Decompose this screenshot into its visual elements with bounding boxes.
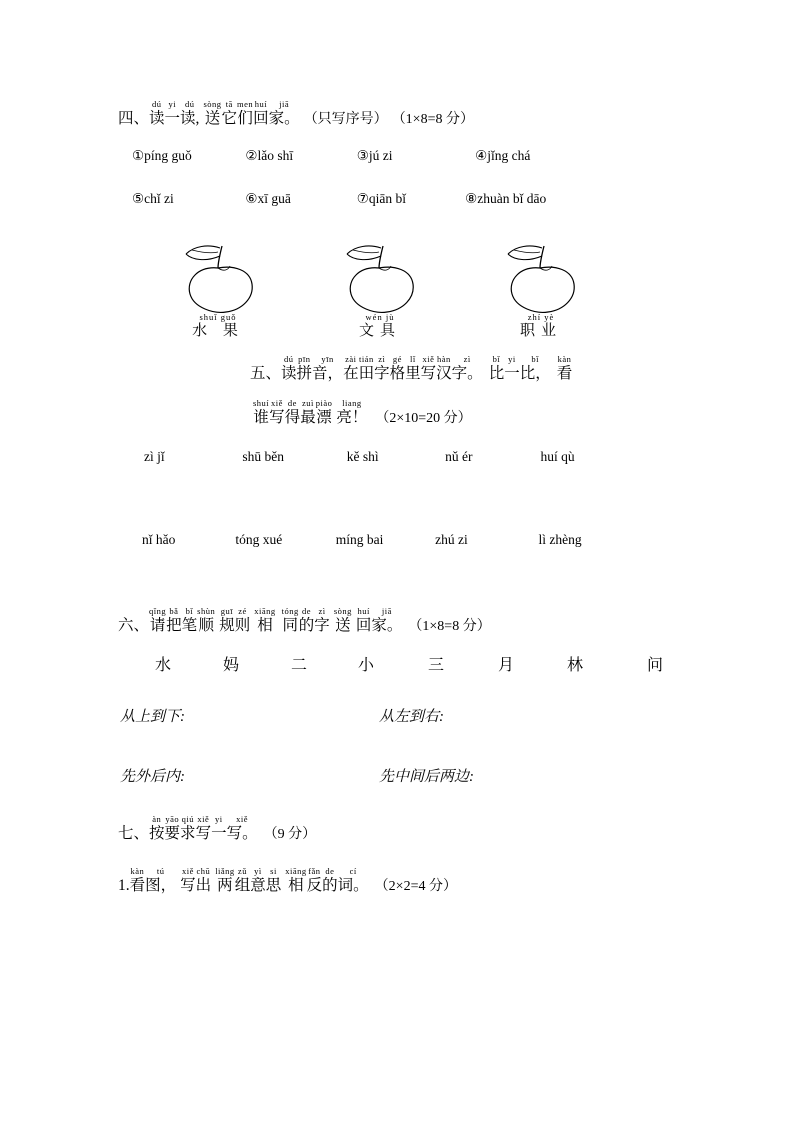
ruby-group: huí 回 bbox=[355, 606, 372, 634]
ruby-group: de 的 bbox=[322, 866, 338, 894]
ruby-group: tú 图， bbox=[145, 866, 177, 894]
syllable-item: tóng xué bbox=[235, 532, 283, 547]
section-5-heading-line-2 bbox=[253, 399, 472, 427]
syllable-item: shū běn bbox=[242, 449, 284, 464]
ruby-group: zì 字 bbox=[374, 354, 390, 382]
ruby-group: zé 则 bbox=[234, 606, 251, 634]
word-item: ⑥xī guā bbox=[245, 191, 291, 206]
caption-pinyin: wén jù bbox=[365, 312, 395, 322]
ruby-group: zuì 最 bbox=[300, 398, 316, 426]
ruby-group: sòng 送 bbox=[333, 606, 352, 634]
apple-illustration-3 bbox=[494, 232, 594, 322]
apple-icon bbox=[172, 232, 272, 317]
apple-icon bbox=[494, 232, 594, 317]
ruby-group: yi 一 bbox=[211, 814, 227, 842]
ruby-group: xiě 写 bbox=[195, 814, 212, 842]
word-item: ⑦qiān bǐ bbox=[356, 191, 406, 206]
word-item: ⑧zhuàn bǐ dāo bbox=[465, 191, 547, 206]
item-1-score: （2×2=4 分） bbox=[374, 879, 457, 894]
char-cell: 妈 bbox=[223, 657, 240, 674]
ruby-group: kàn 看 bbox=[129, 866, 146, 894]
rule-label-middle-then-sides: 先中间后两边: bbox=[379, 769, 474, 785]
ruby-group: xiě 写。 bbox=[226, 814, 258, 842]
section-5-score: （2×10=20 分） bbox=[375, 411, 472, 426]
word-item: ⑤chǐ zi bbox=[132, 191, 174, 206]
section-7-number: 七、 bbox=[118, 825, 150, 842]
ruby-group: dú 读 bbox=[149, 99, 165, 127]
syllable-item: lì zhèng bbox=[538, 532, 582, 547]
ruby-group: de 得 bbox=[284, 398, 301, 426]
ruby-group: shùn 顺 bbox=[197, 606, 216, 634]
ruby-group: gé 格 bbox=[389, 354, 406, 382]
section-6-score: （1×8=8 分） bbox=[408, 619, 491, 634]
rule-label-outside-then-inside: 先外后内: bbox=[120, 769, 185, 785]
ruby-group: bǎ 把 bbox=[166, 606, 182, 634]
char-cell: 水 bbox=[155, 657, 172, 674]
ruby-group: xiāng 相 bbox=[285, 866, 307, 894]
item-number: 1. bbox=[118, 877, 130, 894]
ruby-group: xiě 写 bbox=[420, 354, 437, 382]
ruby-group: bǐ 比 bbox=[488, 354, 505, 382]
section-5-syllable-row-2 bbox=[142, 532, 582, 548]
section-4-score: （1×8=8 分） bbox=[391, 112, 474, 127]
section-5-heading-line-1 bbox=[250, 355, 572, 383]
section-6-heading bbox=[118, 607, 491, 635]
ruby-group: bǐ 笔 bbox=[181, 606, 198, 634]
caption-pinyin: shuǐ guǒ bbox=[199, 312, 237, 322]
ruby-group: huí 回 bbox=[253, 99, 269, 127]
section-4-number: 四、 bbox=[118, 110, 150, 127]
ruby-group: bǐ 比， bbox=[519, 354, 551, 382]
ruby-group: yi 一 bbox=[164, 99, 181, 127]
ruby-group: cí 词。 bbox=[337, 866, 369, 894]
ruby-group: àn 按 bbox=[149, 814, 165, 842]
ruby-group: liang 亮！ bbox=[336, 398, 368, 426]
syllable-item: zhú zi bbox=[435, 532, 468, 547]
syllable-item: nǔ ér bbox=[445, 449, 473, 464]
syllable-item: zì jǐ bbox=[144, 449, 165, 464]
ruby-group: jiā 家。 bbox=[268, 99, 300, 127]
section-7-score: （9 分） bbox=[263, 827, 317, 842]
ruby-group: jiā 家。 bbox=[371, 606, 403, 634]
caption-hanzi: 水 果 bbox=[192, 323, 244, 339]
ruby-group: zài 在 bbox=[343, 354, 359, 382]
section-6-number: 六、 bbox=[118, 617, 150, 634]
word-item: ①píng guǒ bbox=[132, 148, 192, 163]
section-6-character-row bbox=[155, 652, 663, 675]
rule-label-left-to-right: 从左到右: bbox=[379, 709, 444, 725]
ruby-group: guī 规 bbox=[219, 606, 235, 634]
section-4-heading bbox=[118, 100, 474, 128]
section-4-word-row-1 bbox=[132, 148, 530, 164]
caption-pinyin: zhí yè bbox=[527, 312, 555, 322]
syllable-item: huí qù bbox=[540, 449, 575, 464]
ruby-group: hàn 汉 bbox=[436, 354, 452, 382]
ruby-group: piào 漂 bbox=[315, 398, 333, 426]
apple-illustration-1 bbox=[172, 232, 272, 322]
ruby-group: yāo 要 bbox=[164, 814, 181, 842]
ruby-group: si 思 bbox=[265, 866, 282, 894]
ruby-group: men 们 bbox=[237, 99, 254, 127]
ruby-group: yi 一 bbox=[504, 354, 520, 382]
ruby-group: de 的 bbox=[298, 606, 315, 634]
word-item: ④jǐng chá bbox=[475, 148, 531, 163]
ruby-group: yīn 音， bbox=[312, 354, 344, 382]
ruby-group: chū 出 bbox=[195, 866, 212, 894]
rule-label-top-to-bottom: 从上到下: bbox=[120, 709, 185, 725]
char-cell: 三 bbox=[428, 657, 445, 674]
section-7-heading bbox=[118, 815, 316, 843]
apple-icon bbox=[333, 232, 433, 317]
apple-illustration-2 bbox=[333, 232, 433, 322]
ruby-group: shuí 谁 bbox=[253, 398, 270, 426]
ruby-group: xiě 写 bbox=[180, 866, 196, 894]
caption-hanzi: 文具 bbox=[358, 323, 401, 339]
ruby-group: liǎng 两 bbox=[215, 866, 235, 894]
ruby-group: yì 意 bbox=[250, 866, 266, 894]
ruby-group: tā 它 bbox=[221, 99, 238, 127]
ruby-group: xiāng 相 bbox=[254, 606, 276, 634]
char-cell: 林 bbox=[567, 657, 584, 674]
ruby-group: qǐng 请 bbox=[149, 606, 167, 634]
ruby-group: dú 读, bbox=[180, 99, 200, 127]
ruby-group: zǔ 组 bbox=[234, 866, 251, 894]
ruby-group: dú 读 bbox=[281, 354, 297, 382]
section-5-syllable-row-1 bbox=[144, 449, 575, 465]
ruby-group: lǐ 里 bbox=[405, 354, 421, 382]
word-item: ③jú zi bbox=[356, 148, 393, 163]
ruby-group: tián 田 bbox=[358, 354, 375, 382]
syllable-item: nǐ hǎo bbox=[142, 532, 176, 547]
char-cell: 小 bbox=[358, 657, 375, 674]
ruby-group: zì 字 bbox=[314, 606, 330, 634]
ruby-group: kàn 看 bbox=[556, 354, 573, 382]
syllable-item: míng bai bbox=[335, 532, 384, 547]
section-7-item-1 bbox=[118, 867, 457, 895]
word-item: ②lǎo shī bbox=[245, 148, 294, 163]
ruby-group: zì 字。 bbox=[451, 354, 483, 382]
section-5-number: 五、 bbox=[250, 365, 282, 382]
char-cell: 月 bbox=[498, 657, 515, 674]
section-4-note: （只写序号） bbox=[303, 112, 388, 127]
section-4-word-row-2 bbox=[132, 191, 546, 207]
ruby-group: qiú 求 bbox=[180, 814, 196, 842]
ruby-group: xiě 写 bbox=[269, 398, 285, 426]
ruby-group: pīn 拼 bbox=[296, 354, 313, 382]
caption-hanzi: 职业 bbox=[519, 323, 562, 339]
char-cell: 二 bbox=[291, 657, 308, 674]
caption-fruit bbox=[158, 312, 278, 340]
caption-stationery bbox=[320, 312, 440, 340]
caption-occupation bbox=[481, 312, 601, 340]
ruby-group: tóng 同 bbox=[281, 606, 299, 634]
char-cell: 问 bbox=[647, 657, 664, 674]
syllable-item: kě shì bbox=[346, 449, 379, 464]
ruby-group: fǎn 反 bbox=[306, 866, 323, 894]
ruby-group: sòng 送 bbox=[203, 99, 222, 127]
